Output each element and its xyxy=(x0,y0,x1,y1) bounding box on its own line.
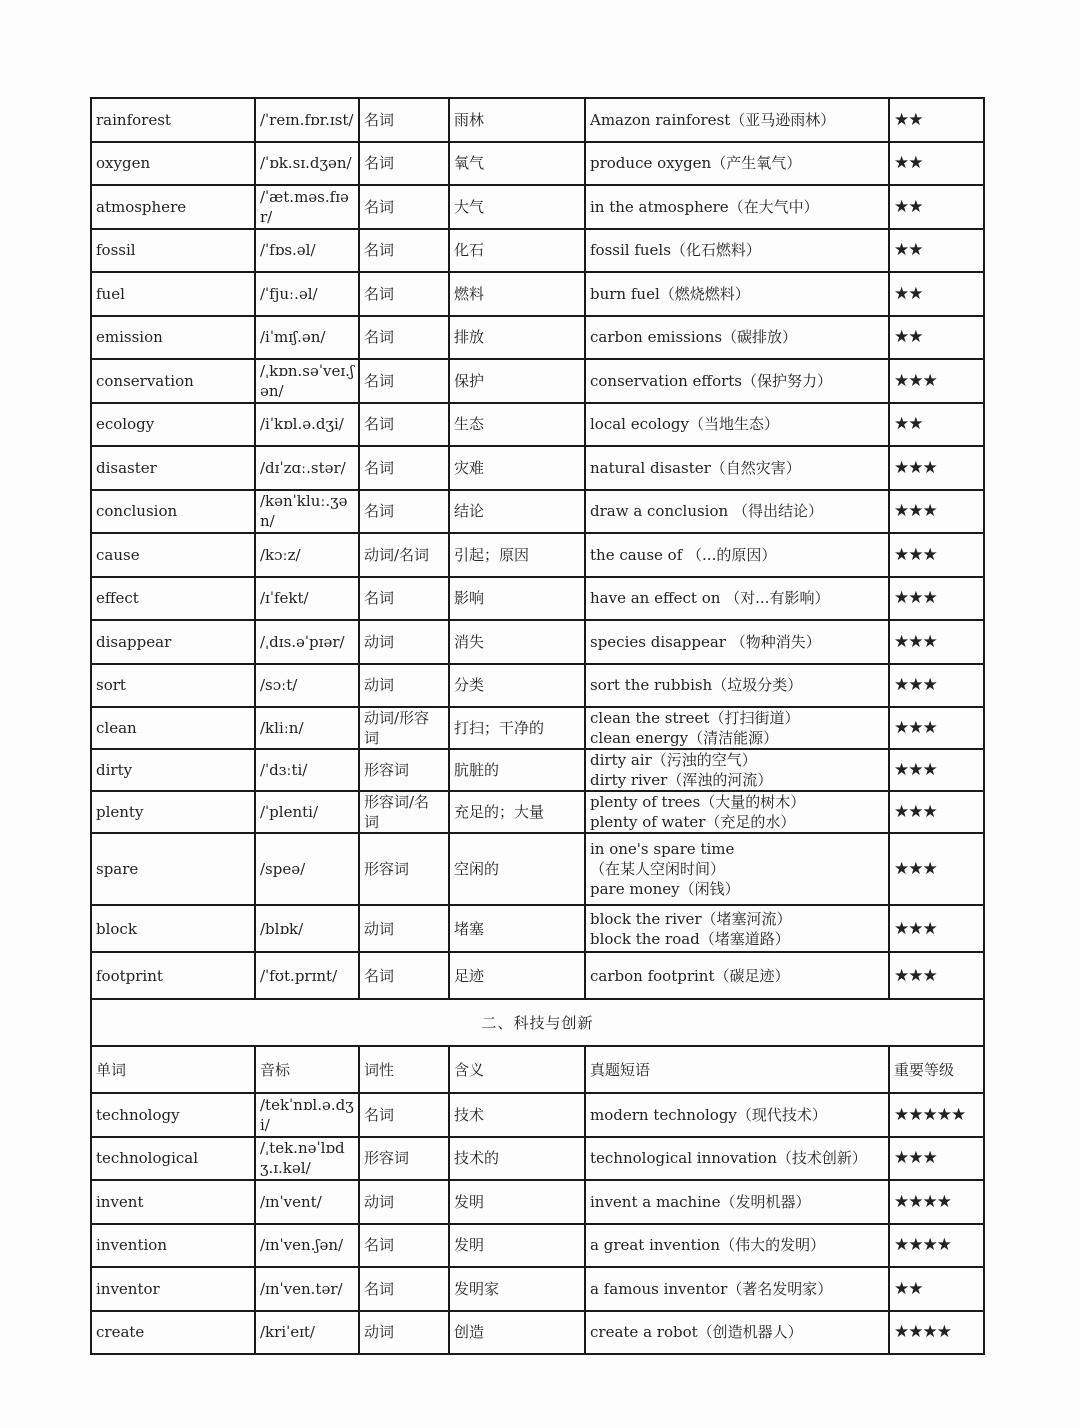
vocab-row xyxy=(91,707,984,749)
exam-phrase-line: （在某人空闲时间） xyxy=(590,860,726,878)
phonetic-cell: /ɪnˈven.ʃən/ xyxy=(255,1224,359,1268)
exam-phrase-line: carbon footprint（碳足迹） xyxy=(590,966,790,985)
importance-stars: ★★★ xyxy=(889,446,984,490)
importance-stars: ★★★ xyxy=(889,664,984,708)
importance-stars: ★★ xyxy=(889,272,984,316)
exam-phrase-line: plenty of trees（大量的树木） xyxy=(590,793,806,811)
word-cell: create xyxy=(91,1311,255,1355)
word-cell: atmosphere xyxy=(91,185,255,229)
vocab-row xyxy=(91,98,984,142)
word-cell: dirty xyxy=(91,749,255,791)
phonetic-cell: /ɪnˈven.tər/ xyxy=(255,1267,359,1311)
importance-stars: ★★ xyxy=(889,1267,984,1311)
exam-phrase-line: modern technology（现代技术） xyxy=(590,1105,827,1124)
header-word: 单词 xyxy=(91,1046,255,1093)
meaning-cell: 灾难 xyxy=(449,446,585,490)
meaning-cell: 创造 xyxy=(449,1311,585,1355)
phonetic-cell: /iˈmɪʃ.ən/ xyxy=(255,316,359,360)
vocab-row xyxy=(91,1093,984,1137)
header-exam-phrase: 真题短语 xyxy=(585,1046,889,1093)
part-of-speech-cell: 名词 xyxy=(359,272,449,316)
part-of-speech-cell: 动词 xyxy=(359,1311,449,1355)
part-of-speech-cell: 名词 xyxy=(359,446,449,490)
exam-phrase-line: a famous inventor（著名发明家） xyxy=(590,1279,833,1298)
exam-phrase-line: burn fuel（燃烧燃料） xyxy=(590,284,750,303)
part-of-speech-cell: 形容词 xyxy=(359,1137,449,1181)
phonetic-cell: /ˈɒk.sɪ.dʒən/ xyxy=(255,142,359,186)
phonetic-cell: /speə/ xyxy=(255,833,359,905)
exam-phrase-cell xyxy=(585,1224,889,1268)
exam-phrase-cell xyxy=(585,1137,889,1181)
importance-stars: ★★★★ xyxy=(889,1180,984,1224)
vocab-row xyxy=(91,620,984,664)
phonetic-cell: /ˌtek.nəˈlɒdʒ.ɪ.kəl/ xyxy=(255,1137,359,1181)
word-cell: spare xyxy=(91,833,255,905)
vocab-row xyxy=(91,749,984,791)
exam-phrase-line: species disappear （物种消失） xyxy=(590,632,821,651)
exam-phrase-line: dirty air（污浊的空气） xyxy=(590,751,757,769)
exam-phrase-cell xyxy=(585,98,889,142)
part-of-speech-cell: 动词 xyxy=(359,905,449,952)
meaning-cell: 打扫；干净的 xyxy=(449,707,585,749)
importance-stars: ★★ xyxy=(889,229,984,273)
meaning-cell: 大气 xyxy=(449,185,585,229)
phonetic-cell: /tekˈnɒl.ə.dʒi/ xyxy=(255,1093,359,1137)
word-cell: conservation xyxy=(91,359,255,403)
vocab-row xyxy=(91,142,984,186)
phonetic-cell: /iˈkɒl.ə.dʒi/ xyxy=(255,403,359,447)
part-of-speech-cell: 名词 xyxy=(359,403,449,447)
exam-phrase-line: in the atmosphere（在大气中） xyxy=(590,197,819,216)
importance-stars: ★★ xyxy=(889,142,984,186)
word-cell: rainforest xyxy=(91,98,255,142)
part-of-speech-cell: 形容词 xyxy=(359,749,449,791)
importance-stars: ★★★ xyxy=(889,359,984,403)
meaning-cell: 充足的；大量 xyxy=(449,791,585,833)
vocab-row xyxy=(91,577,984,621)
meaning-cell: 影响 xyxy=(449,577,585,621)
exam-phrase-cell xyxy=(585,749,889,791)
phonetic-cell: /ˌdɪs.əˈpɪər/ xyxy=(255,620,359,664)
column-header-row xyxy=(91,1046,984,1093)
exam-phrase-line: the cause of （...的原因） xyxy=(590,545,777,564)
exam-phrase-cell xyxy=(585,185,889,229)
exam-phrase-cell xyxy=(585,446,889,490)
importance-stars: ★★★ xyxy=(889,577,984,621)
vocab-row xyxy=(91,490,984,534)
word-cell: emission xyxy=(91,316,255,360)
vocab-row xyxy=(91,403,984,447)
importance-stars: ★★ xyxy=(889,403,984,447)
importance-stars: ★★★★ xyxy=(889,1224,984,1268)
header-meaning: 含义 xyxy=(449,1046,585,1093)
vocab-row xyxy=(91,833,984,905)
phonetic-cell: /ɪˈfekt/ xyxy=(255,577,359,621)
vocab-row xyxy=(91,1137,984,1181)
word-cell: oxygen xyxy=(91,142,255,186)
exam-phrase-cell xyxy=(585,533,889,577)
vocab-row xyxy=(91,791,984,833)
meaning-cell: 发明家 xyxy=(449,1267,585,1311)
word-cell: invent xyxy=(91,1180,255,1224)
phonetic-cell: /ˈfʊt.prɪnt/ xyxy=(255,952,359,999)
vocab-row xyxy=(91,359,984,403)
word-cell: sort xyxy=(91,664,255,708)
phonetic-cell: /kliːn/ xyxy=(255,707,359,749)
meaning-cell: 保护 xyxy=(449,359,585,403)
meaning-cell: 肮脏的 xyxy=(449,749,585,791)
meaning-cell: 发明 xyxy=(449,1224,585,1268)
part-of-speech-cell: 名词 xyxy=(359,1224,449,1268)
exam-phrase-cell xyxy=(585,952,889,999)
word-cell: cause xyxy=(91,533,255,577)
exam-phrase-line: have an effect on （对...有影响） xyxy=(590,589,830,608)
phonetic-cell: /ˈplenti/ xyxy=(255,791,359,833)
meaning-cell: 化石 xyxy=(449,229,585,273)
exam-phrase-line: create a robot（创造机器人） xyxy=(590,1323,803,1342)
vocab-row xyxy=(91,664,984,708)
importance-stars: ★★ xyxy=(889,185,984,229)
importance-stars: ★★★ xyxy=(889,490,984,534)
vocab-row xyxy=(91,1224,984,1268)
part-of-speech-cell: 动词 xyxy=(359,664,449,708)
part-of-speech-cell: 名词 xyxy=(359,229,449,273)
header-part-of-speech: 词性 xyxy=(359,1046,449,1093)
importance-stars: ★★★ xyxy=(889,833,984,905)
vocab-row xyxy=(91,533,984,577)
meaning-cell: 引起；原因 xyxy=(449,533,585,577)
exam-phrase-line: a great invention（伟大的发明） xyxy=(590,1236,826,1255)
word-cell: disaster xyxy=(91,446,255,490)
phonetic-cell: /ˈæt.məs.fɪər/ xyxy=(255,185,359,229)
phonetic-cell: /ˈreɪn.fɒr.ɪst/ xyxy=(255,98,359,142)
exam-phrase-line: Amazon rainforest（亚马逊雨林） xyxy=(590,110,836,129)
exam-phrase-line: draw a conclusion （得出结论） xyxy=(590,502,823,521)
word-cell: fuel xyxy=(91,272,255,316)
importance-stars: ★★★★ xyxy=(889,1311,984,1355)
word-cell: fossil xyxy=(91,229,255,273)
part-of-speech-cell: 动词 xyxy=(359,620,449,664)
importance-stars: ★★ xyxy=(889,316,984,360)
exam-phrase-line: local ecology（当地生态） xyxy=(590,415,779,434)
vocab-row xyxy=(91,905,984,952)
exam-phrase-line: plenty of water（充足的水） xyxy=(590,813,796,831)
exam-phrase-line: produce oxygen（产生氧气） xyxy=(590,154,802,173)
meaning-cell: 空闲的 xyxy=(449,833,585,905)
part-of-speech-cell: 名词 xyxy=(359,490,449,534)
part-of-speech-cell: 动词/名词 xyxy=(359,533,449,577)
phonetic-cell: /kɔːz/ xyxy=(255,533,359,577)
phonetic-cell: /dɪˈzɑː.stər/ xyxy=(255,446,359,490)
exam-phrase-cell xyxy=(585,1311,889,1355)
word-cell: invention xyxy=(91,1224,255,1268)
meaning-cell: 雨林 xyxy=(449,98,585,142)
word-cell: disappear xyxy=(91,620,255,664)
meaning-cell: 足迹 xyxy=(449,952,585,999)
exam-phrase-cell xyxy=(585,833,889,905)
importance-stars: ★★ xyxy=(889,98,984,142)
meaning-cell: 技术的 xyxy=(449,1137,585,1181)
meaning-cell: 氧气 xyxy=(449,142,585,186)
word-cell: plenty xyxy=(91,791,255,833)
meaning-cell: 分类 xyxy=(449,664,585,708)
exam-phrase-cell xyxy=(585,1180,889,1224)
part-of-speech-cell: 名词 xyxy=(359,1267,449,1311)
vocab-row xyxy=(91,1180,984,1224)
environment-section xyxy=(91,98,984,999)
vocab-row xyxy=(91,952,984,999)
exam-phrase-cell xyxy=(585,905,889,952)
part-of-speech-cell: 名词 xyxy=(359,577,449,621)
header-phonetic: 音标 xyxy=(255,1046,359,1093)
exam-phrase-cell xyxy=(585,791,889,833)
exam-phrase-line: in one's spare time xyxy=(590,840,735,858)
part-of-speech-cell: 名词 xyxy=(359,98,449,142)
phonetic-cell: /ˈfɒs.əl/ xyxy=(255,229,359,273)
exam-phrase-line: block the road（堵塞道路） xyxy=(590,929,790,948)
phonetic-cell: /ˈfjuː.əl/ xyxy=(255,272,359,316)
meaning-cell: 堵塞 xyxy=(449,905,585,952)
phonetic-cell: /kriˈeɪt/ xyxy=(255,1311,359,1355)
part-of-speech-cell: 动词/形容词 xyxy=(359,707,449,749)
exam-phrase-cell xyxy=(585,1093,889,1137)
word-cell: block xyxy=(91,905,255,952)
word-cell: technology xyxy=(91,1093,255,1137)
part-of-speech-cell: 名词 xyxy=(359,316,449,360)
word-cell: conclusion xyxy=(91,490,255,534)
importance-stars: ★★★ xyxy=(889,707,984,749)
phonetic-cell: /ˌkɒn.səˈveɪ.ʃən/ xyxy=(255,359,359,403)
part-of-speech-cell: 形容词/名词 xyxy=(359,791,449,833)
importance-stars: ★★★ xyxy=(889,533,984,577)
part-of-speech-cell: 名词 xyxy=(359,952,449,999)
phonetic-cell: /sɔːt/ xyxy=(255,664,359,708)
vocabulary-table xyxy=(90,97,985,1355)
importance-stars: ★★★ xyxy=(889,905,984,952)
vocab-row xyxy=(91,1311,984,1355)
exam-phrase-cell xyxy=(585,272,889,316)
phonetic-cell: /blɒk/ xyxy=(255,905,359,952)
exam-phrase-cell xyxy=(585,316,889,360)
meaning-cell: 排放 xyxy=(449,316,585,360)
word-cell: footprint xyxy=(91,952,255,999)
exam-phrase-cell xyxy=(585,664,889,708)
exam-phrase-line: dirty river（浑浊的河流） xyxy=(590,771,773,789)
exam-phrase-cell xyxy=(585,142,889,186)
part-of-speech-cell: 动词 xyxy=(359,1180,449,1224)
meaning-cell: 技术 xyxy=(449,1093,585,1137)
header-importance: 重要等级 xyxy=(889,1046,984,1093)
importance-stars: ★★★ xyxy=(889,749,984,791)
exam-phrase-cell xyxy=(585,490,889,534)
phonetic-cell: /kənˈkluː.ʒən/ xyxy=(255,490,359,534)
word-cell: inventor xyxy=(91,1267,255,1311)
vocab-row xyxy=(91,185,984,229)
meaning-cell: 发明 xyxy=(449,1180,585,1224)
importance-stars: ★★★ xyxy=(889,620,984,664)
exam-phrase-line: clean the street（打扫街道） xyxy=(590,709,800,727)
phonetic-cell: /ˈdɜːti/ xyxy=(255,749,359,791)
exam-phrase-cell xyxy=(585,707,889,749)
word-cell: effect xyxy=(91,577,255,621)
exam-phrase-cell xyxy=(585,577,889,621)
meaning-cell: 结论 xyxy=(449,490,585,534)
part-of-speech-cell: 名词 xyxy=(359,359,449,403)
vocab-row xyxy=(91,446,984,490)
exam-phrase-cell xyxy=(585,229,889,273)
importance-stars: ★★★ xyxy=(889,1137,984,1181)
exam-phrase-line: fossil fuels（化石燃料） xyxy=(590,241,761,260)
section-title: 二、科技与创新 xyxy=(91,999,984,1046)
vocab-row xyxy=(91,1267,984,1311)
exam-phrase-line: block the river（堵塞河流） xyxy=(590,909,792,928)
vocab-row xyxy=(91,229,984,273)
word-cell: clean xyxy=(91,707,255,749)
vocab-row xyxy=(91,272,984,316)
part-of-speech-cell: 名词 xyxy=(359,1093,449,1137)
exam-phrase-line: sort the rubbish（垃圾分类） xyxy=(590,676,803,695)
exam-phrase-cell xyxy=(585,1267,889,1311)
technology-section xyxy=(91,1093,984,1354)
vocab-row xyxy=(91,316,984,360)
meaning-cell: 生态 xyxy=(449,403,585,447)
word-cell: ecology xyxy=(91,403,255,447)
meaning-cell: 燃料 xyxy=(449,272,585,316)
phonetic-cell: /ɪnˈvent/ xyxy=(255,1180,359,1224)
exam-phrase-line: pare money（闲钱） xyxy=(590,880,740,898)
exam-phrase-line: clean energy（清洁能源） xyxy=(590,729,779,747)
importance-stars: ★★★ xyxy=(889,952,984,999)
part-of-speech-cell: 名词 xyxy=(359,142,449,186)
exam-phrase-line: technological innovation（技术创新） xyxy=(590,1149,867,1168)
exam-phrase-line: carbon emissions（碳排放） xyxy=(590,328,798,347)
exam-phrase-cell xyxy=(585,359,889,403)
tech-section-header xyxy=(91,999,984,1093)
part-of-speech-cell: 形容词 xyxy=(359,833,449,905)
exam-phrase-cell xyxy=(585,620,889,664)
exam-phrase-cell xyxy=(585,403,889,447)
exam-phrase-line: conservation efforts（保护努力） xyxy=(590,371,833,390)
meaning-cell: 消失 xyxy=(449,620,585,664)
importance-stars: ★★★ xyxy=(889,791,984,833)
word-cell: technological xyxy=(91,1137,255,1181)
exam-phrase-line: invent a machine（发明机器） xyxy=(590,1192,811,1211)
importance-stars: ★★★★★ xyxy=(889,1093,984,1137)
part-of-speech-cell: 名词 xyxy=(359,185,449,229)
vocabulary-sheet xyxy=(90,97,983,1355)
exam-phrase-line: natural disaster（自然灾害） xyxy=(590,458,801,477)
